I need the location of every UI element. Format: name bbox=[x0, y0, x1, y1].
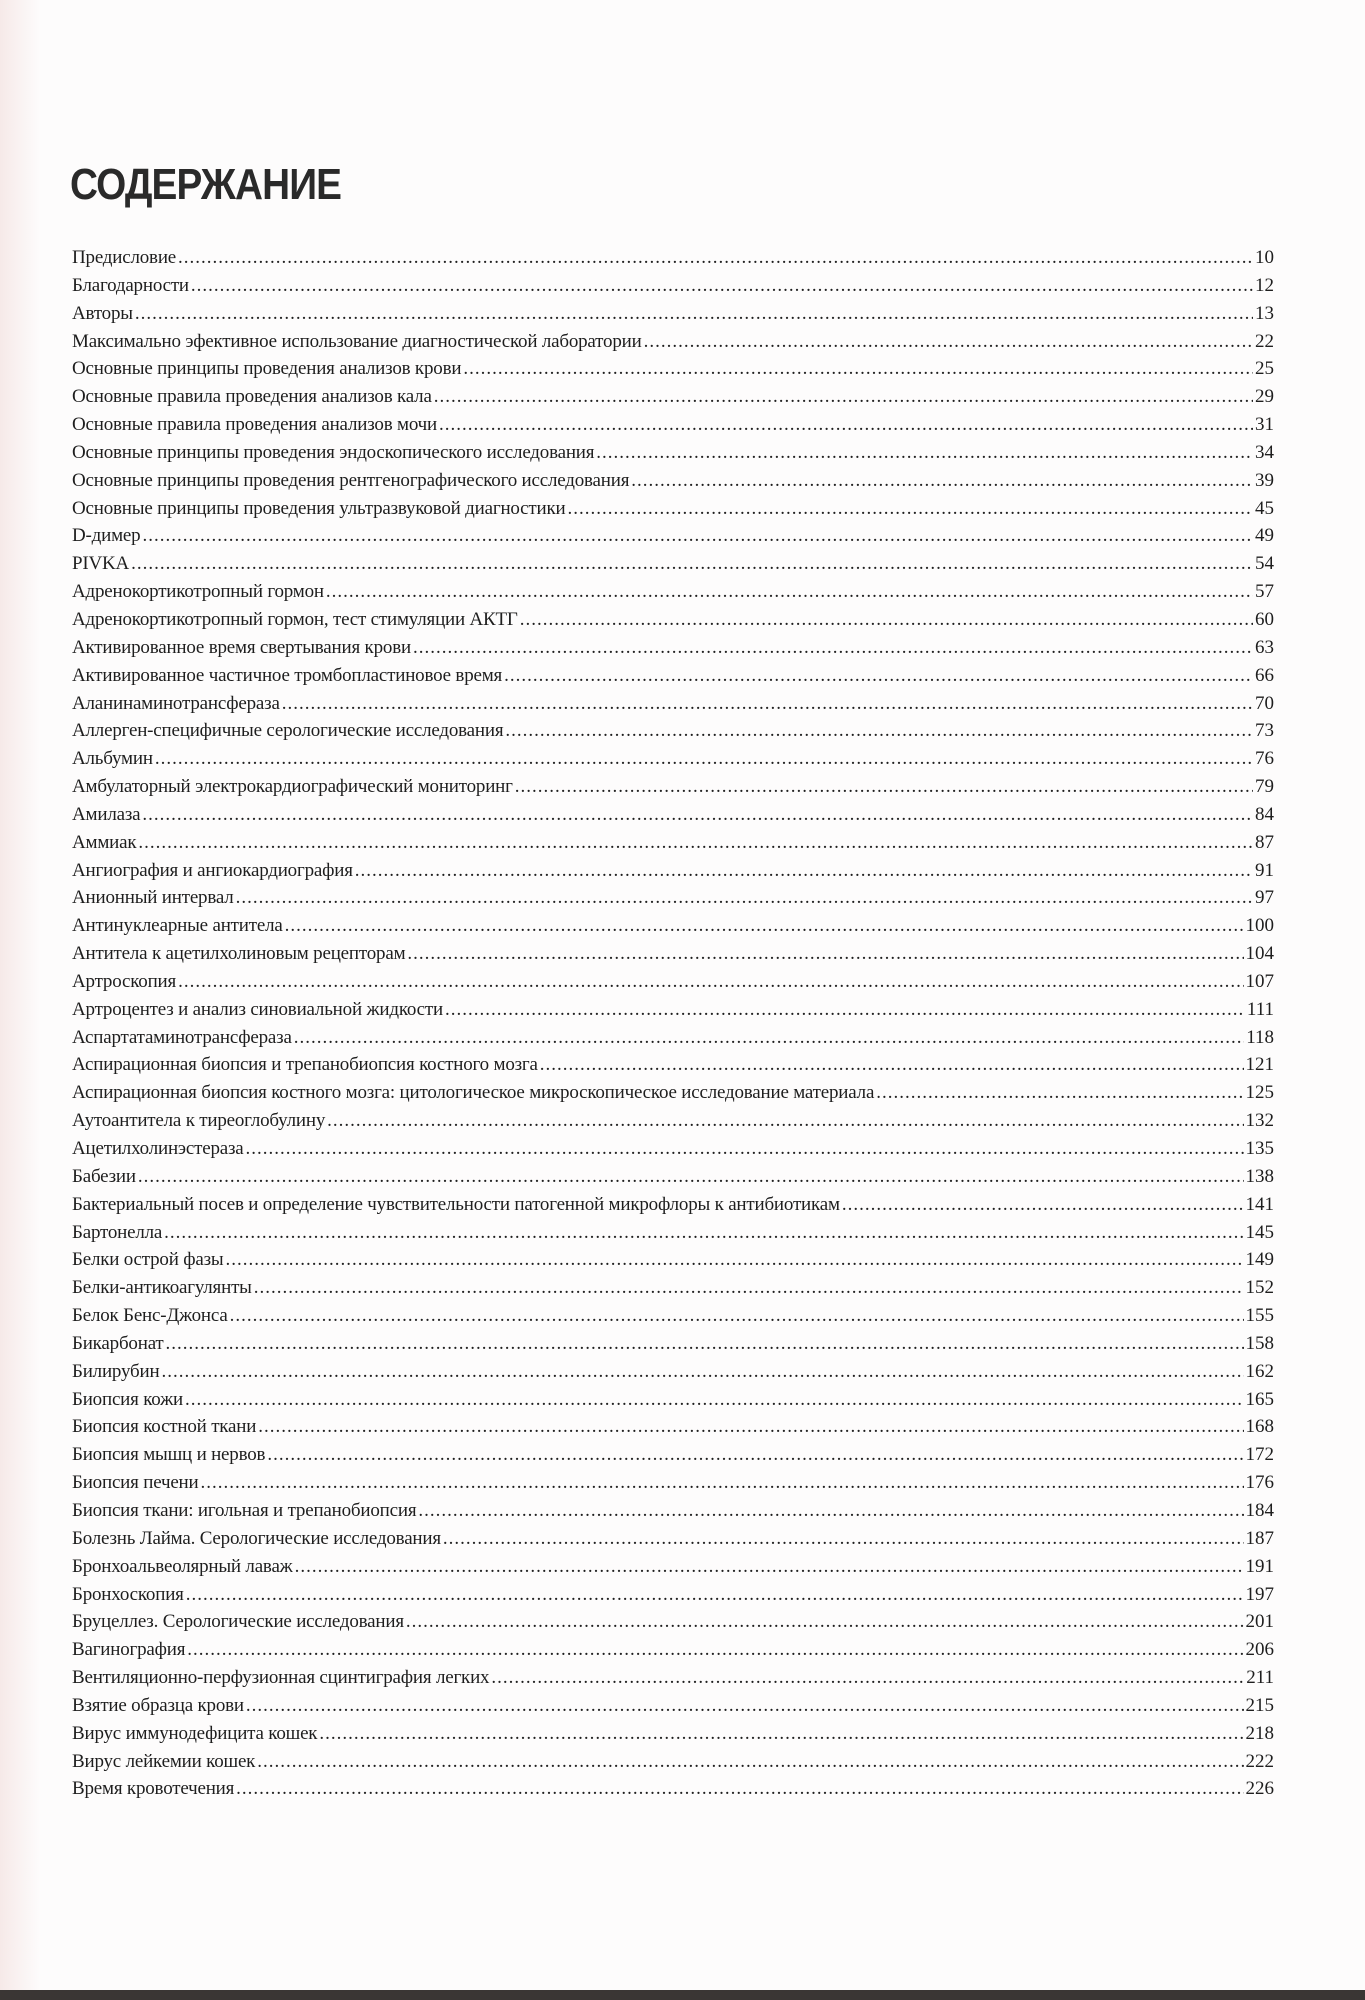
toc-entry-title: Вирус лейкемии кошек bbox=[72, 1750, 256, 1772]
dot-leader bbox=[230, 1302, 1244, 1330]
toc-entry-page: 76 bbox=[1255, 748, 1274, 770]
toc-entry-title: Максимально эфективное использование диагностической лаборатории bbox=[72, 330, 642, 352]
dot-leader bbox=[567, 495, 1253, 523]
toc-entry-title: Болезнь Лайма. Серологические исследования bbox=[72, 1527, 441, 1549]
toc-entry bbox=[72, 550, 1274, 578]
toc-entry-page: 100 bbox=[1245, 915, 1274, 937]
toc-entry-page: 158 bbox=[1245, 1332, 1274, 1354]
dot-leader bbox=[178, 968, 1243, 996]
toc-entry bbox=[72, 968, 1274, 996]
toc-entry-title: Ангиография и ангиокардиография bbox=[72, 859, 353, 881]
dot-leader bbox=[201, 1469, 1244, 1497]
dot-leader bbox=[142, 522, 1253, 550]
toc-entry bbox=[72, 467, 1274, 495]
toc-entry-page: 34 bbox=[1255, 441, 1274, 463]
toc-entry bbox=[72, 272, 1274, 300]
toc-entry bbox=[72, 1636, 1274, 1664]
toc-entry-title: Аспартатаминотрансфераза bbox=[72, 1026, 292, 1048]
dot-leader bbox=[138, 1163, 1244, 1191]
dot-leader bbox=[166, 1330, 1244, 1358]
dot-leader bbox=[267, 1441, 1243, 1469]
toc-entry-page: 70 bbox=[1255, 692, 1274, 714]
toc-entry-page: 176 bbox=[1245, 1472, 1274, 1494]
toc-entry bbox=[72, 1775, 1274, 1803]
dot-leader bbox=[178, 244, 1253, 272]
toc-entry-title: Ацетилхолинэстераза bbox=[72, 1138, 244, 1159]
dot-leader bbox=[407, 940, 1243, 968]
toc-entry-page: 79 bbox=[1255, 776, 1274, 798]
toc-entry bbox=[72, 1107, 1274, 1135]
toc-entry bbox=[72, 522, 1274, 550]
toc-entry-page: 91 bbox=[1255, 859, 1274, 881]
toc-entry bbox=[72, 411, 1274, 439]
toc-entry-title: Бактериальный посев и определение чувствительности патогенной микрофлоры к антибиотикам bbox=[72, 1193, 840, 1215]
toc-entry-title: Основные принципы проведения анализов крови bbox=[72, 358, 462, 380]
toc-entry-title: Белки острой фазы bbox=[72, 1249, 224, 1271]
toc-entry-page: 25 bbox=[1255, 358, 1274, 380]
toc-entry bbox=[72, 1469, 1274, 1497]
dot-leader bbox=[445, 996, 1245, 1024]
dot-leader bbox=[257, 1748, 1243, 1776]
toc-entry-title: D-димер bbox=[72, 525, 141, 547]
toc-entry bbox=[72, 439, 1274, 467]
toc-entry-title: Бруцеллез. Серологические исследования bbox=[72, 1611, 404, 1633]
toc-entry-title: Артроцентез и анализ синовиальной жидкости bbox=[72, 998, 443, 1020]
toc-entry bbox=[72, 355, 1274, 383]
toc-entry bbox=[72, 1330, 1274, 1358]
dot-leader bbox=[418, 1497, 1243, 1525]
toc-entry-title: Основные принципы проведения эндоскопического исследования bbox=[72, 441, 595, 463]
toc-entry-title: Бронхоальвеолярный лаваж bbox=[72, 1555, 293, 1577]
toc-entry-page: 22 bbox=[1255, 330, 1274, 352]
toc-entry-page: 206 bbox=[1245, 1639, 1274, 1661]
toc-entry-page: 104 bbox=[1245, 943, 1274, 965]
toc-entry-page: 73 bbox=[1255, 720, 1274, 742]
toc-entry-page: 13 bbox=[1255, 302, 1274, 324]
toc-entry-title: Адренокортикотропный гормон bbox=[72, 581, 324, 603]
toc-entry bbox=[72, 1024, 1274, 1052]
dot-leader bbox=[285, 912, 1244, 940]
toc-entry-page: 60 bbox=[1255, 608, 1274, 630]
dot-leader bbox=[254, 1274, 1244, 1302]
toc-entry-title: PIVKA bbox=[72, 553, 130, 575]
dot-leader bbox=[505, 717, 1253, 745]
toc-entry-page: 87 bbox=[1255, 831, 1274, 853]
toc-entry bbox=[72, 717, 1274, 745]
toc-entry-title: Биопсия печени bbox=[72, 1472, 199, 1494]
toc-entry-title: Антинуклеарные антитела bbox=[72, 915, 283, 937]
toc-entry-title: Билирубин bbox=[72, 1360, 160, 1382]
toc-entry-title: Биопсия ткани: игольная и трепанобиопсия bbox=[72, 1499, 417, 1521]
toc-entry-page: 168 bbox=[1245, 1416, 1274, 1438]
toc-entry-page: 145 bbox=[1245, 1221, 1274, 1243]
toc-entry-page: 197 bbox=[1245, 1583, 1274, 1605]
toc-entry-page: 45 bbox=[1255, 497, 1274, 519]
toc-entry-title: Благодарности bbox=[72, 274, 189, 296]
toc-entry-title: Предисловие bbox=[72, 247, 177, 268]
dot-leader bbox=[327, 1107, 1243, 1135]
page-edge-shadow bbox=[0, 0, 40, 2000]
dot-leader bbox=[185, 1386, 1243, 1414]
dot-leader bbox=[631, 467, 1253, 495]
toc-entry-title: Вирус иммунодефицита кошек bbox=[72, 1722, 318, 1744]
toc-entry-page: 49 bbox=[1255, 525, 1274, 547]
toc-entry-page: 66 bbox=[1255, 664, 1274, 686]
dot-leader bbox=[164, 1219, 1243, 1247]
toc-entry-page: 54 bbox=[1255, 553, 1274, 575]
toc-entry bbox=[72, 606, 1274, 634]
dot-leader bbox=[434, 383, 1253, 411]
toc-entry bbox=[72, 884, 1274, 912]
dot-leader bbox=[443, 1525, 1244, 1553]
toc-entry bbox=[72, 1302, 1274, 1330]
toc-entry-title: Амилаза bbox=[72, 803, 141, 825]
toc-entry-title: Аспирационная биопсия и трепанобиопсия костного мозга bbox=[72, 1054, 538, 1076]
toc-entry-page: 187 bbox=[1245, 1527, 1274, 1549]
toc-entry bbox=[72, 745, 1274, 773]
toc-entry-title: Амбулаторный электрокардиографический мониторинг bbox=[72, 776, 513, 798]
toc-entry-title: Основные принципы проведения ультразвуковой диагностики bbox=[72, 497, 566, 519]
toc-entry-page: 57 bbox=[1255, 581, 1274, 603]
toc-entry-title: Аммиак bbox=[72, 831, 137, 853]
toc-entry-title: Авторы bbox=[72, 302, 133, 324]
toc-entry-title: Основные правила проведения анализов мочи bbox=[72, 414, 437, 436]
toc-entry-page: 111 bbox=[1246, 998, 1274, 1020]
dot-leader bbox=[135, 300, 1253, 328]
toc-entry-page: 191 bbox=[1245, 1555, 1274, 1577]
toc-entry bbox=[72, 1219, 1274, 1247]
toc-entry-title: Белки-антикоагулянты bbox=[72, 1277, 252, 1299]
toc-entry-title: Аспирационная биопсия костного мозга: цитологическое микроскопическое исследование материала bbox=[72, 1082, 875, 1104]
dot-leader bbox=[142, 801, 1253, 829]
toc-entry bbox=[72, 912, 1274, 940]
toc-entry-title: Аллерген-специфичные серологические исследования bbox=[72, 720, 504, 742]
toc-entry-title: Бабезии bbox=[72, 1165, 136, 1187]
toc-entry bbox=[72, 1720, 1274, 1748]
toc-entry bbox=[72, 1386, 1274, 1414]
toc-entry bbox=[72, 244, 1274, 272]
toc-entry bbox=[72, 996, 1274, 1024]
dot-leader bbox=[644, 328, 1253, 356]
toc-entry-page: 149 bbox=[1245, 1249, 1274, 1271]
toc-entry-page: 31 bbox=[1255, 414, 1274, 436]
toc-entry bbox=[72, 1163, 1274, 1191]
toc-entry-page: 165 bbox=[1245, 1388, 1274, 1410]
dot-leader bbox=[504, 662, 1253, 690]
toc-entry bbox=[72, 1525, 1274, 1553]
dot-leader bbox=[246, 1135, 1244, 1163]
toc-entry-page: 125 bbox=[1245, 1082, 1274, 1104]
dot-leader bbox=[520, 606, 1253, 634]
dot-leader bbox=[294, 1024, 1245, 1052]
toc-entry-page: 155 bbox=[1245, 1305, 1274, 1327]
toc-entry bbox=[72, 1413, 1274, 1441]
toc-entry bbox=[72, 1608, 1274, 1636]
toc-entry bbox=[72, 1748, 1274, 1776]
toc-entry-title: Активированное время свертывания крови bbox=[72, 636, 411, 658]
toc-entry bbox=[72, 1191, 1274, 1219]
toc-entry-page: 172 bbox=[1245, 1444, 1274, 1466]
toc-entry-title: Вагинография bbox=[72, 1639, 186, 1661]
toc-entry-page: 63 bbox=[1255, 636, 1274, 658]
toc-entry bbox=[72, 1358, 1274, 1386]
toc-entry-page: 226 bbox=[1245, 1778, 1274, 1800]
toc-entry bbox=[72, 773, 1274, 801]
toc-entry bbox=[72, 328, 1274, 356]
dot-leader bbox=[225, 1246, 1243, 1274]
dot-leader bbox=[187, 1636, 1243, 1664]
toc-entry-title: Артроскопия bbox=[72, 970, 177, 992]
dot-leader bbox=[876, 1079, 1243, 1107]
toc-entry-page: 222 bbox=[1245, 1750, 1274, 1772]
toc-entry-title: Бронхоскопия bbox=[72, 1583, 184, 1605]
toc-entry bbox=[72, 383, 1274, 411]
toc-entry-title: Белок Бенс-Джонса bbox=[72, 1305, 228, 1327]
toc-entry-title: Бикарбонат bbox=[72, 1332, 164, 1354]
toc-entry-title: Время кровотечения bbox=[72, 1778, 235, 1800]
table-of-contents bbox=[72, 244, 1274, 1803]
toc-entry-title: Биопсия кожи bbox=[72, 1388, 184, 1410]
dot-leader bbox=[413, 634, 1253, 662]
toc-entry-title: Биопсия костной ткани bbox=[72, 1416, 257, 1438]
dot-leader bbox=[491, 1664, 1244, 1692]
toc-entry bbox=[72, 662, 1274, 690]
toc-entry-title: Биопсия мышц и нервов bbox=[72, 1444, 266, 1466]
toc-entry-page: 201 bbox=[1245, 1611, 1274, 1633]
toc-entry bbox=[72, 300, 1274, 328]
toc-entry-page: 132 bbox=[1245, 1110, 1274, 1132]
toc-entry-page: 162 bbox=[1245, 1360, 1274, 1382]
toc-entry-page: 84 bbox=[1255, 803, 1274, 825]
toc-entry bbox=[72, 1692, 1274, 1720]
toc-entry-title: Основные принципы проведения рентгенографического исследования bbox=[72, 469, 630, 491]
dot-leader bbox=[406, 1608, 1244, 1636]
toc-entry-page: 215 bbox=[1245, 1694, 1274, 1716]
toc-entry-page: 152 bbox=[1245, 1277, 1274, 1299]
toc-entry-title: Взятие образца крови bbox=[72, 1694, 244, 1716]
toc-entry-title: Аутоантитела к тиреоглобулину bbox=[72, 1110, 326, 1132]
toc-entry bbox=[72, 1664, 1274, 1692]
toc-entry bbox=[72, 1497, 1274, 1525]
toc-entry bbox=[72, 578, 1274, 606]
dot-leader bbox=[540, 1051, 1244, 1079]
toc-entry-title: Альбумин bbox=[72, 748, 153, 770]
toc-entry bbox=[72, 1051, 1274, 1079]
dot-leader bbox=[515, 773, 1253, 801]
toc-entry-page: 29 bbox=[1255, 386, 1274, 408]
toc-entry-page: 218 bbox=[1245, 1722, 1274, 1744]
dot-leader bbox=[319, 1720, 1243, 1748]
toc-entry-title: Анионный интервал bbox=[72, 887, 234, 909]
toc-entry-title: Основные правила проведения анализов кала bbox=[72, 386, 432, 408]
toc-entry-page: 107 bbox=[1245, 970, 1274, 992]
toc-entry bbox=[72, 940, 1274, 968]
dot-leader bbox=[596, 439, 1253, 467]
toc-entry-page: 12 bbox=[1255, 274, 1274, 296]
toc-entry-page: 211 bbox=[1246, 1667, 1274, 1689]
toc-entry-page: 39 bbox=[1255, 469, 1274, 491]
toc-entry-title: Бартонелла bbox=[72, 1221, 163, 1243]
toc-entry-title: Аланинаминотрансфераза bbox=[72, 692, 280, 714]
dot-leader bbox=[295, 1553, 1244, 1581]
toc-entry bbox=[72, 495, 1274, 523]
toc-entry bbox=[72, 801, 1274, 829]
page-title: СОДЕРЖАНИЕ bbox=[70, 160, 342, 209]
toc-entry-title: Вентиляционно-перфузионная сцинтиграфия легких bbox=[72, 1667, 490, 1689]
toc-entry-page: 10 bbox=[1255, 247, 1274, 268]
toc-entry bbox=[72, 1135, 1274, 1163]
toc-entry-title: Активированное частичное тромбопластиновое время bbox=[72, 664, 503, 686]
toc-entry-page: 135 bbox=[1245, 1138, 1274, 1159]
toc-entry-page: 138 bbox=[1245, 1165, 1274, 1187]
toc-entry bbox=[72, 1246, 1274, 1274]
dot-leader bbox=[246, 1692, 1244, 1720]
dot-leader bbox=[155, 745, 1253, 773]
toc-entry bbox=[72, 1274, 1274, 1302]
dot-leader bbox=[191, 272, 1253, 300]
toc-entry bbox=[72, 1441, 1274, 1469]
toc-entry-page: 97 bbox=[1255, 887, 1274, 909]
dot-leader bbox=[463, 355, 1253, 383]
dot-leader bbox=[439, 411, 1253, 439]
dot-leader bbox=[355, 857, 1253, 885]
dot-leader bbox=[236, 884, 1253, 912]
dot-leader bbox=[131, 550, 1253, 578]
toc-entry-page: 184 bbox=[1245, 1499, 1274, 1521]
dot-leader bbox=[138, 829, 1253, 857]
scan-bottom-edge bbox=[0, 1990, 1365, 2000]
toc-entry-title: Антитела к ацетилхолиновым рецепторам bbox=[72, 943, 406, 965]
toc-entry-page: 118 bbox=[1246, 1026, 1274, 1048]
toc-entry bbox=[72, 1553, 1274, 1581]
dot-leader bbox=[186, 1581, 1244, 1609]
toc-entry bbox=[72, 829, 1274, 857]
dot-leader bbox=[161, 1358, 1243, 1386]
toc-entry bbox=[72, 1581, 1274, 1609]
toc-entry bbox=[72, 690, 1274, 718]
dot-leader bbox=[258, 1413, 1243, 1441]
dot-leader bbox=[842, 1191, 1244, 1219]
dot-leader bbox=[282, 690, 1253, 718]
toc-entry-title: Адренокортикотропный гормон, тест стимуляции АКТГ bbox=[72, 608, 518, 630]
toc-entry bbox=[72, 857, 1274, 885]
toc-entry bbox=[72, 1079, 1274, 1107]
toc-entry bbox=[72, 634, 1274, 662]
toc-entry-page: 141 bbox=[1245, 1193, 1274, 1215]
dot-leader bbox=[236, 1775, 1243, 1803]
dot-leader bbox=[326, 578, 1253, 606]
toc-entry-page: 121 bbox=[1245, 1054, 1274, 1076]
